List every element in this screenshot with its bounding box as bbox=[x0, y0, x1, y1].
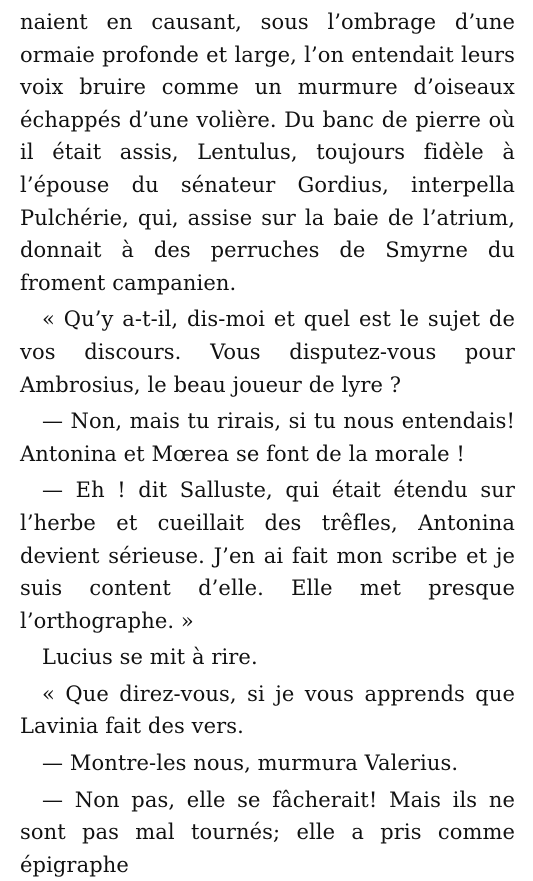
paragraph-valerius: — Montre-les nous, murmura Valerius. bbox=[42, 751, 459, 776]
paragraph-epigraph: — Non pas, elle se fâcherait! Mais ils ne sont pas mal tournés; elle a pris comme épigraphe bbox=[20, 787, 515, 877]
page-text bbox=[20, 6, 515, 881]
paragraph-continuation: naient en causant, sous l’ombrage d’une ormaie profonde et large, l’on entendait leurs voix bruire comme un murmure d’oiseaux échappés d’une volière. Du banc de pierre où il était assis, Lentulus, toujours fidèle à l’épouse du sénateur Gordius, interpella Pulchérie, qui, assise sur la baie de l’atrium, donnait à des perruches de Smyrne du froment campanien. bbox=[20, 10, 515, 295]
paragraph-lavinia-verses: « Que direz-vous, si je vous apprends que Lavinia fait des vers. bbox=[20, 681, 515, 739]
paragraph-pulcherie-reply: — Non, mais tu rirais, si tu nous entendais! Antonina et Mœrea se font de la morale ! bbox=[20, 409, 515, 466]
paragraph-lucius-laughs: Lucius se mit à rire. bbox=[42, 645, 258, 670]
paragraph-lentulus-question: « Qu’y a-t-il, dis-moi et quel est le sujet de vos discours. Vous disputez-vous pour Ambrosius, le beau joueur de lyre ? bbox=[20, 307, 515, 397]
paragraph-salluste: — Eh ! dit Salluste, qui était étendu sur l’herbe et cueillait des trêfles, Antonina devient sérieuse. J’en ai fait mon scribe et je suis content d’elle. Elle met presque l’orthographe. » bbox=[20, 478, 515, 633]
